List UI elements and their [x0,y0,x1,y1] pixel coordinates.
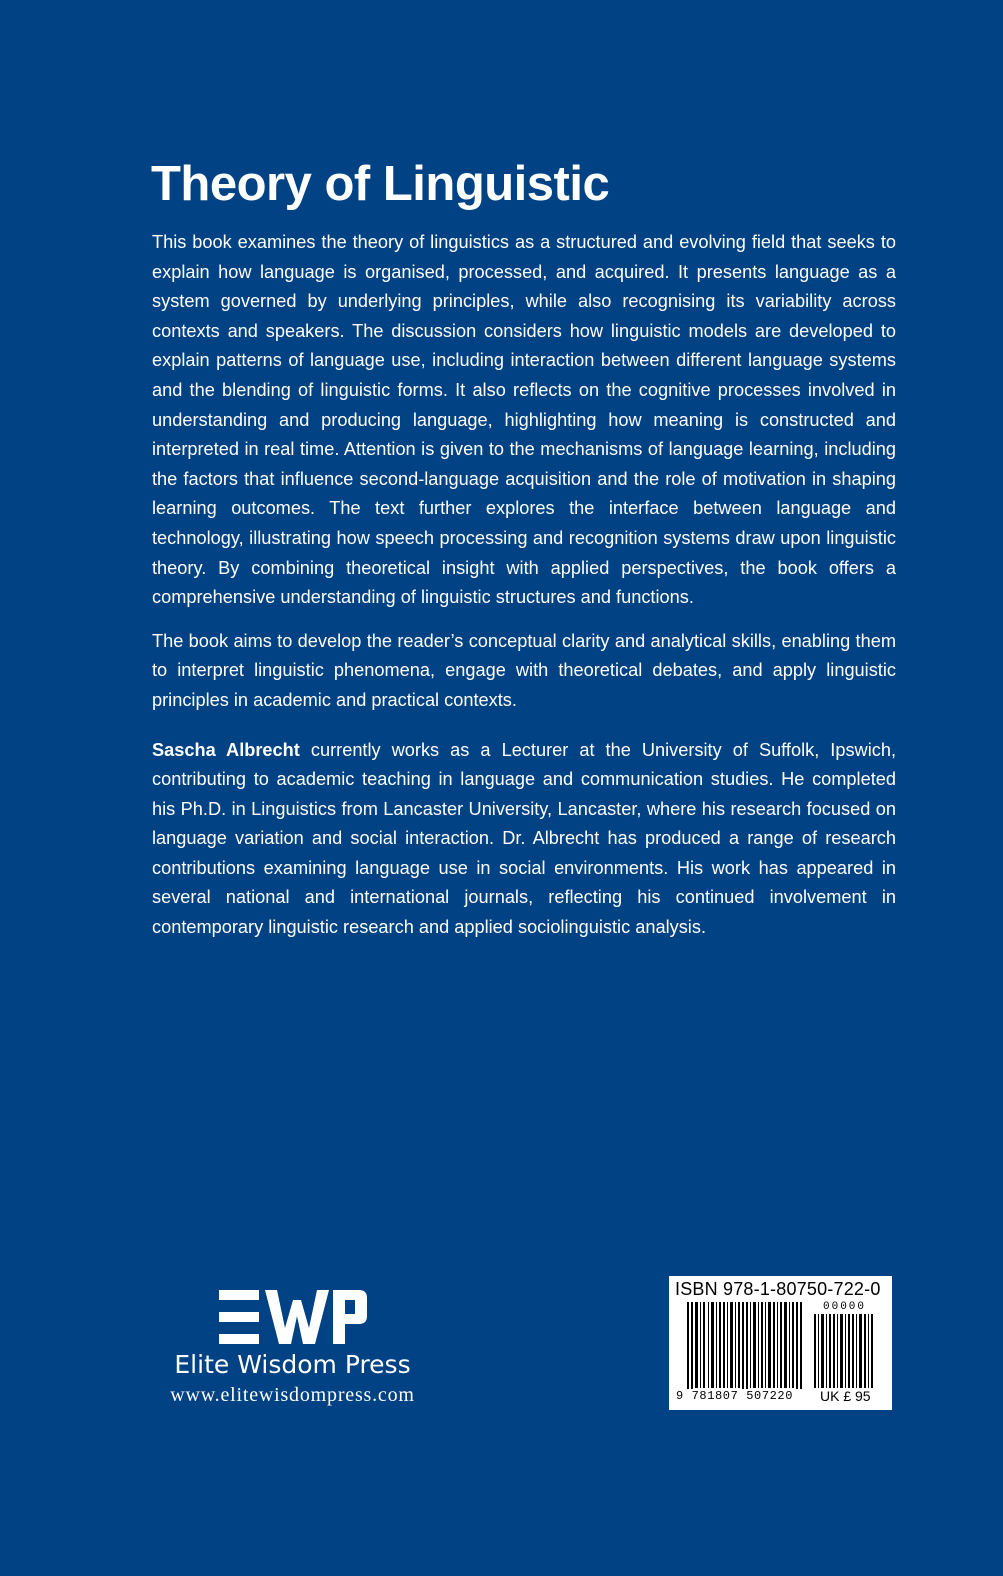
price-label: UK £ 95 [820,1388,871,1404]
isbn-number: ISBN 978-1-80750-722-0 [675,1279,881,1299]
ewp-logo-icon [219,1290,367,1344]
author-name: Sascha Albrecht [152,739,300,760]
description-paragraph-2: The book aims to develop the reader’s conceptual clarity and analytical skills, enabling them to interpret linguistic phenomena, engage with theoretical debates, and apply linguistic principles in academic and practical contexts. [152,630,896,710]
publisher-name: Elite Wisdom Press [174,1350,411,1379]
author-bio [152,736,896,943]
isbn-barcode [669,1276,892,1410]
barcode-addon-digits: 00000 [823,1301,867,1313]
author-bio-text: currently works as a Lecturer at the University of Suffolk, Ipswich, contributing to academic teaching in language and communication studies. He completed his Ph.D. in Linguistics from Lancaster University, Lancaster, where his research focused on language variation and social interaction. Dr. Albrecht has produced a range of research contributions examining language use in social environments. His work has appeared in several national and international journals, reflecting his continued involvement in contemporary linguistic research and applied sociolinguistic analysis. [152,739,896,938]
barcode-digits: 9 781807 507220 [676,1389,812,1403]
publisher-website: www.elitewisdompress.com [170,1384,415,1406]
publisher-block [150,1290,435,1407]
description-paragraph-1: This book examines the theory of linguistics as a structured and evolving field that seeks to explain how language is organised, processed, and acquired. It presents language as a system governed by underlying principles, while also recognising its variability across contexts and speakers. The discussion considers how linguistic models are developed to explain patterns of language use, including interaction between different language systems and the blending of linguistic forms. It also reflects on the cognitive processes involved in understanding and producing language, highlighting how meaning is constructed and interpreted in real time. Attention is given to the mechanisms of language learning, including the factors that influence second-language acquisition and the role of motivation in shaping learning outcomes. The text further explores the interface between language and technology, illustrating how speech processing and recognition systems draw upon linguistic theory. By combining theoretical insight with applied perspectives, the book offers a comprehensive understanding of linguistic structures and functions. [152,232,896,608]
book-title: Theory of Linguistic [151,157,610,211]
book-description [152,228,896,957]
